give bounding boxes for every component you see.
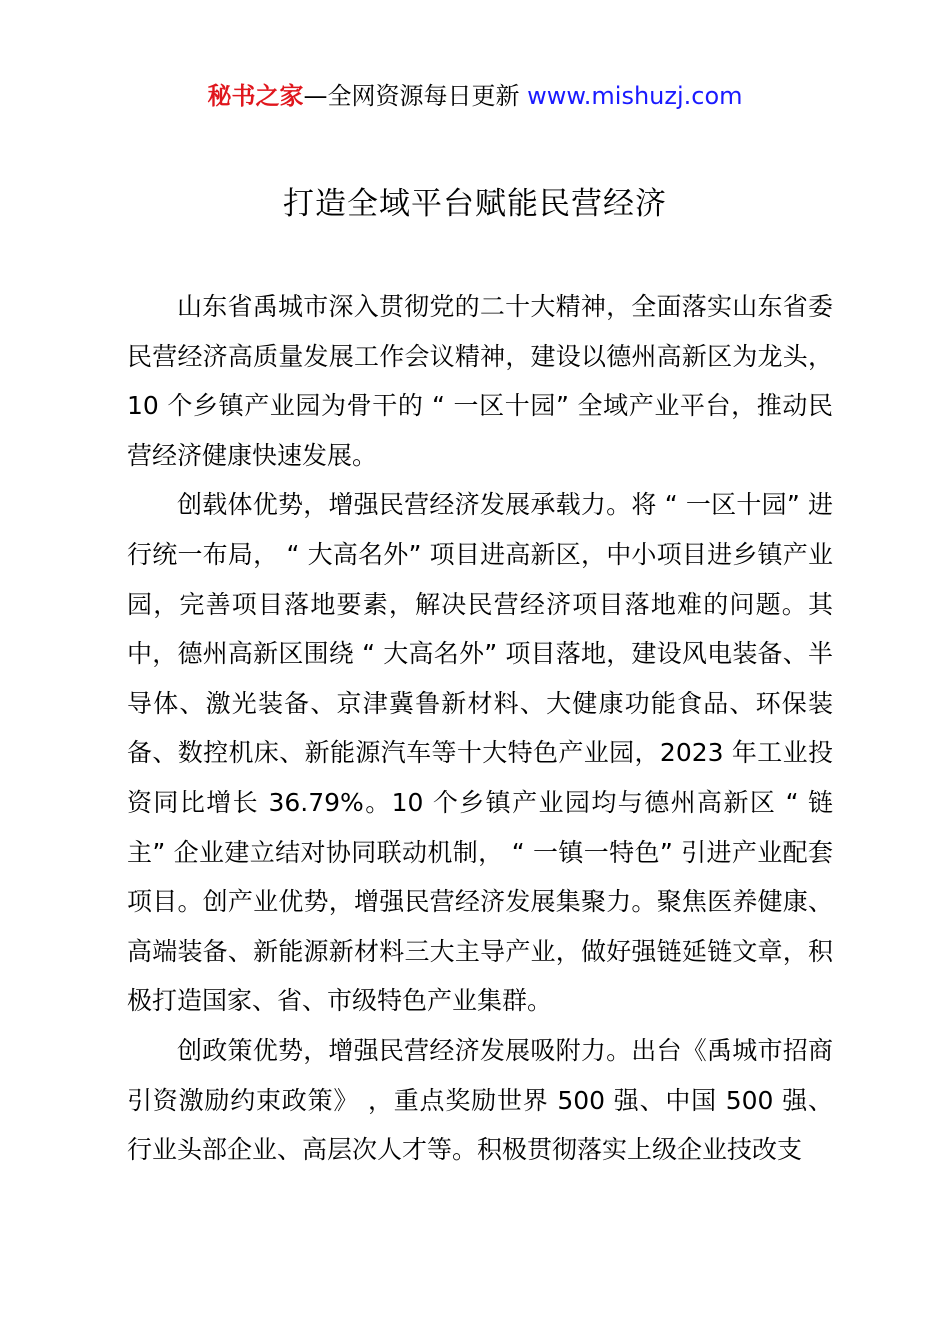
site-brand: 秘书之家 [207, 82, 304, 110]
paragraph-policy-advantage: 创政策优势，增强民营经济发展吸附力。出台《禹城市招商引资激励约束政策》 ，重点奖励世界 500 强、中国 500 强、行业头部企业、高层次人才等。积极贯彻落实上级企业技改支 [127, 1035, 833, 1165]
document-body [127, 282, 833, 1175]
site-url-link[interactable]: www.mishuzj.com [527, 82, 743, 110]
site-header [0, 80, 950, 112]
paragraph-intro: 山东省禹城市深入贯彻党的二十大精神，全面落实山东省委民营经济高质量发展工作会议精神，建设以德州高新区为龙头，10 个乡镇产业园为骨干的 “ 一区十园” 全域产业平台，推动民营经济健康快速发展。 [127, 292, 833, 470]
paragraph-carrier-advantage: 创载体优势，增强民营经济发展承载力。将 “ 一区十园” 进行统一布局， “ 大高名外” 项目进高新区，中小项目进乡镇产业园，完善项目落地要素，解决民营经济项目落地难的问题。其中，德州高新区围绕 “ 大高名外” 项目落地，建设风电装备、半导体、激光装备、京津冀鲁新材料、大健康功能食品、环保装备、数控机床、新能源汽车等十大特色产业园，2023 年工业投资同比增长 36.79%。10 个乡镇产业园均与德州高新区 “ 链主” 企业建立结对协同联动机制， “ 一镇一特色” 引进产业配套项目。创产业优势，增强民营经济发展集聚力。聚焦医养健康、高端装备、新能源新材料三大主导产业，做好强链延链文章，积极打造国家、省、市级特色产业集群。 [127, 490, 833, 1016]
site-tagline: —全网资源每日更新 [303, 82, 528, 110]
document-title: 打造全域平台赋能民营经济 [283, 186, 667, 222]
